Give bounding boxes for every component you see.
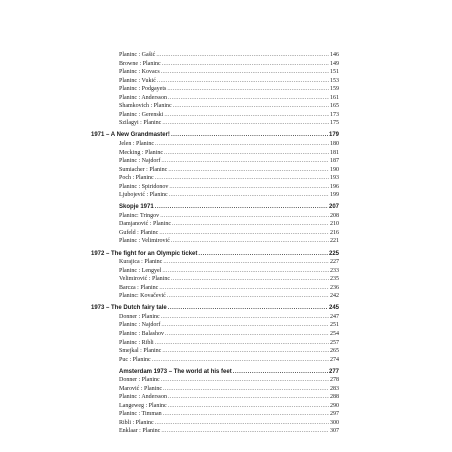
toc-page-number: 235 <box>330 276 339 283</box>
toc-entry <box>91 385 339 394</box>
toc-entry <box>91 275 339 284</box>
dot-leader <box>161 427 329 436</box>
toc-entry-title: Velimirović : Planinc <box>119 276 170 283</box>
toc-entry <box>91 157 339 166</box>
dot-leader <box>168 94 329 103</box>
toc-entry-title: Poch : Planinc <box>119 175 154 182</box>
dot-leader <box>161 376 329 385</box>
dot-leader <box>162 267 329 276</box>
toc-section-heading <box>91 203 339 212</box>
toc-page-number: 165 <box>330 103 339 110</box>
dot-leader <box>155 419 329 428</box>
dot-leader <box>198 250 328 259</box>
toc-entry <box>91 220 339 229</box>
toc-entry <box>91 183 339 192</box>
toc-entry <box>91 191 339 200</box>
dot-leader <box>164 149 329 158</box>
toc-entry <box>91 94 339 103</box>
toc-entry <box>91 339 339 348</box>
toc-page-number: 242 <box>330 293 339 300</box>
toc-entry <box>91 149 339 158</box>
toc-entry <box>91 51 339 60</box>
toc-page-number: 283 <box>330 385 339 392</box>
toc-entry-title: Puc : Planinc <box>119 356 151 363</box>
toc-entry <box>91 77 339 86</box>
toc-entry-title: Barcza : Planinc <box>119 284 159 291</box>
toc-page-number: 179 <box>328 132 339 139</box>
dot-leader <box>161 157 329 166</box>
dot-leader <box>161 321 329 330</box>
toc-entry <box>91 237 339 246</box>
toc-entry <box>91 258 339 267</box>
toc-entry <box>91 60 339 69</box>
toc-entry <box>91 292 339 301</box>
toc-page-number: 180 <box>330 140 339 147</box>
toc-page-number: 173 <box>330 111 339 118</box>
dot-leader <box>173 102 329 111</box>
dot-leader <box>162 60 329 69</box>
toc-page-number: 307 <box>330 428 339 435</box>
toc-entry-title: Enklaar : Planinc <box>119 428 161 435</box>
toc-page-number: 196 <box>330 183 339 190</box>
toc-entry-title: Planinc: Tringov <box>119 212 160 219</box>
dot-leader <box>171 131 328 140</box>
toc-entry-title: Mecking : Planinc <box>119 149 163 156</box>
dot-leader <box>161 68 329 77</box>
toc-chapter-heading <box>91 304 339 313</box>
dot-leader <box>164 111 329 120</box>
dot-leader <box>168 166 329 175</box>
dot-leader <box>155 174 329 183</box>
toc-chapter-heading <box>91 250 339 259</box>
dot-leader <box>157 77 329 86</box>
toc-page-number: 297 <box>330 411 339 418</box>
toc-entry-title: Planinc : Lengyel <box>119 267 162 274</box>
toc-entry <box>91 410 339 419</box>
toc-entry-title: Planinc : Gerenski <box>119 111 164 118</box>
dot-leader <box>165 330 329 339</box>
toc-page-number: 265 <box>330 348 339 355</box>
dot-leader <box>169 191 329 200</box>
dot-leader <box>167 85 329 94</box>
toc-entry-title: Planinc : Ribli <box>119 339 154 346</box>
toc-entry <box>91 212 339 221</box>
toc-entry-title: Sumiacher : Planinc <box>119 166 168 173</box>
toc-entry <box>91 284 339 293</box>
dot-leader <box>159 284 329 293</box>
dot-leader <box>159 229 329 238</box>
toc-entry <box>91 174 339 183</box>
toc-page-number: 221 <box>330 238 339 245</box>
toc-page-number: 290 <box>330 402 339 409</box>
toc-entry-title: 1971 – A New Grandmaster! <box>91 132 170 139</box>
toc-entry-title: Ribli : Planinc <box>119 419 154 426</box>
toc-entry-title: Jelen : Planinc <box>119 140 154 147</box>
toc-page-number: 288 <box>330 394 339 401</box>
toc-page-number: 175 <box>330 120 339 127</box>
toc-entry-title: Donner : Planinc <box>119 377 160 384</box>
dot-leader <box>156 51 329 60</box>
toc-entry-title: Langeweg : Planinc <box>119 402 167 409</box>
toc-entry-title: Damjanović : Planinc <box>119 221 171 228</box>
toc-entry <box>91 229 339 238</box>
toc-page-number: 247 <box>330 313 339 320</box>
toc-entry-title: Amsterdam 1973 – The world at his feet <box>119 368 232 375</box>
toc-entry-title: Planinc : Andersson <box>119 394 167 401</box>
dot-leader <box>160 212 329 221</box>
toc-page-number: 199 <box>330 192 339 199</box>
dot-leader <box>167 292 329 301</box>
dot-leader <box>163 385 329 394</box>
toc-page-number: 187 <box>330 158 339 165</box>
toc-entry <box>91 313 339 322</box>
dot-leader <box>155 203 328 212</box>
toc-section-heading <box>91 368 339 377</box>
toc-page-number: 151 <box>330 69 339 76</box>
toc-entry-title: Browne : Planinc <box>119 60 161 67</box>
toc-entry-title: Kurajica : Planinc <box>119 259 163 266</box>
toc-page-number: 251 <box>330 322 339 329</box>
toc-entry-title: Planinc : Podgayets <box>119 86 167 93</box>
dot-leader <box>172 220 329 229</box>
toc-entry <box>91 402 339 411</box>
toc-entry <box>91 102 339 111</box>
dot-leader <box>155 140 329 149</box>
dot-leader <box>162 347 329 356</box>
toc-page-number: 153 <box>330 77 339 84</box>
toc-page-number: 146 <box>330 52 339 58</box>
toc-page-number: 277 <box>328 368 339 375</box>
toc-page-number: 208 <box>330 212 339 219</box>
toc-page-number: 193 <box>330 175 339 182</box>
dot-leader <box>163 258 329 267</box>
toc-entry-title: Planinc : Najdorf <box>119 322 161 329</box>
toc-entry-title: Planinc : Vukić <box>119 77 156 84</box>
dot-leader <box>171 237 329 246</box>
dot-leader <box>152 356 329 365</box>
toc-page-number: 278 <box>330 377 339 384</box>
dot-leader <box>162 119 329 128</box>
toc-entry-title: Szilagyi : Planinc <box>119 120 162 127</box>
toc-entry-title: 1973 – The Dutch fairy tale <box>91 305 167 312</box>
toc-entry <box>91 85 339 94</box>
toc-page-number: 257 <box>330 339 339 346</box>
toc-entry-title: Planinc : Timman <box>119 411 162 418</box>
dot-leader <box>161 313 329 322</box>
toc-entry <box>91 330 339 339</box>
toc-entry-title: 1972 – The fight for an Olympic ticket <box>91 250 198 257</box>
toc-entry <box>91 356 339 365</box>
toc-entry <box>91 68 339 77</box>
toc-entry <box>91 347 339 356</box>
toc-entry <box>91 111 339 120</box>
toc-page-number: 161 <box>330 94 339 101</box>
toc-page-number: 254 <box>330 330 339 337</box>
toc-entry-title: Ljubojević : Planinc <box>119 192 168 199</box>
toc-page-number: 181 <box>330 149 339 156</box>
toc-entry-title: Planinc : Balashov <box>119 330 164 337</box>
toc-page-number: 159 <box>330 86 339 93</box>
table-of-contents <box>91 51 339 436</box>
toc-entry <box>91 419 339 428</box>
toc-page-number: 216 <box>330 229 339 236</box>
toc-entry-title: Planinc : Najdorf <box>119 158 161 165</box>
toc-entry-title: Planinc : Velimirović <box>119 238 170 245</box>
toc-entry <box>91 427 339 436</box>
toc-entry <box>91 166 339 175</box>
dot-leader <box>171 275 329 284</box>
toc-entry-title: Gufeld : Planinc <box>119 229 159 236</box>
toc-page-number: 236 <box>330 284 339 291</box>
dot-leader <box>168 402 329 411</box>
toc-page-number: 274 <box>330 356 339 363</box>
toc-page-number: 190 <box>330 166 339 173</box>
toc-entry <box>91 321 339 330</box>
dot-leader <box>168 393 329 402</box>
toc-entry-title: Planinc : Kovacs <box>119 69 160 76</box>
dot-leader <box>169 183 329 192</box>
toc-page-number: 207 <box>328 204 339 211</box>
toc-page-number: 225 <box>328 250 339 257</box>
dot-leader <box>155 339 329 348</box>
toc-entry <box>91 119 339 128</box>
toc-entry-title: Planinc : Gašić <box>119 52 156 58</box>
toc-entry-title: Smejkal : Planinc <box>119 348 162 355</box>
toc-entry-title: Planinc: Kovačević <box>119 293 166 300</box>
toc-entry-title: Shamkovich : Planinc <box>119 103 172 110</box>
toc-page-number: 245 <box>328 305 339 312</box>
toc-entry <box>91 393 339 402</box>
toc-entry-title: Skopje 1971 <box>119 204 154 211</box>
toc-page-number: 300 <box>330 419 339 426</box>
toc-entry <box>91 376 339 385</box>
dot-leader <box>168 304 328 313</box>
toc-chapter-heading <box>91 131 339 140</box>
dot-leader <box>233 368 328 377</box>
toc-page-number: 210 <box>330 221 339 228</box>
toc-page-number: 149 <box>330 60 339 67</box>
toc-entry-title: Donner : Planinc <box>119 313 160 320</box>
toc-page-number: 233 <box>330 267 339 274</box>
toc-entry <box>91 140 339 149</box>
dot-leader <box>163 410 329 419</box>
toc-entry-title: Marović : Planinc <box>119 385 162 392</box>
toc-entry-title: Planinc : Spiridonov <box>119 183 169 190</box>
toc-entry-title: Planinc : Andersson <box>119 94 167 101</box>
toc-entry <box>91 267 339 276</box>
toc-page-number: 227 <box>330 259 339 266</box>
